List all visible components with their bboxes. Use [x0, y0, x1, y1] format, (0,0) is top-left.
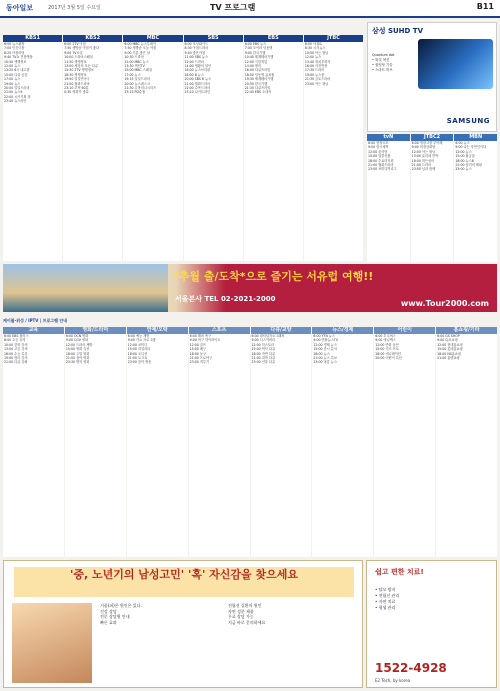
program-listing: 15:00 역사 다큐 — [251, 347, 276, 352]
channel-header: KBS1 — [3, 35, 62, 42]
program-listing: 12:00 극한직업 — [244, 59, 268, 64]
program-listing: 18:00 뉴스 — [313, 351, 330, 356]
program-listing: 8:30 시사뉴스 — [304, 46, 326, 51]
program-listing: 6:00 YTN 뉴스 — [313, 334, 335, 338]
health-ad-line: 무료 상담 가능 — [228, 614, 254, 619]
program-listing: 9:00 비정상회담 — [411, 145, 436, 150]
broadcast-schedule-grid — [3, 35, 363, 261]
program-listing: 12:00 MBC 뉴스 — [124, 59, 149, 64]
program-listing: 10:00 드라마스페셜 — [64, 55, 93, 60]
program-listing: 16:00 다큐프라임 — [244, 68, 271, 73]
clinic-company: E2 Tech, by korea — [375, 678, 411, 683]
program-listing: 12:00 만화 동산 — [375, 342, 399, 347]
program-listing: 18:00 자연 다큐 — [251, 351, 276, 356]
health-ad-col2 — [100, 603, 220, 683]
travel-phone: 서울본사 TEL 02-2021-2000 — [175, 295, 276, 303]
tv-image — [418, 39, 493, 89]
program-listing: 13:00 고등 강의 — [4, 347, 28, 352]
channel-column — [189, 327, 250, 557]
channel-header: 어린이 — [374, 327, 435, 334]
health-ad-line: 거품(퍼)은 원인은 있다. — [100, 603, 142, 608]
health-ad-line: 자연 성분 제품 — [228, 608, 254, 614]
channel-column — [63, 35, 122, 261]
samsung-ad-title: 삼성 SUHD TV — [372, 27, 423, 35]
program-listing: 23:10 추적 60분 — [64, 86, 89, 91]
program-listing: 21:00 뉴스9 — [4, 90, 23, 95]
clinic-ad[interactable] — [366, 560, 497, 688]
program-listing: 9:00 디스커버리 — [251, 338, 276, 343]
program-listing: 21:00 월화드라마 — [368, 163, 394, 168]
health-ad[interactable] — [3, 560, 363, 688]
travel-headline: *추월 출/도착*으로 즐기는 서유럽 여행!! — [173, 270, 374, 283]
health-ad-line: 지금 바로 문의하세요 — [228, 619, 266, 625]
program-listing: 9:00 애니맥스 — [375, 338, 396, 343]
program-listing: 7:00 모여라 딩동댕 — [244, 46, 273, 51]
program-listing: 9:00 가요 프로그램 — [127, 338, 156, 343]
travel-url[interactable]: www.Tour2000.com — [400, 299, 489, 308]
program-listing: 12:00 드라마 — [184, 59, 204, 64]
program-listing: 9:00 나는 자연인이다 — [455, 145, 487, 150]
channel-header: 홈쇼핑/기타 — [436, 327, 497, 334]
program-listing: 18:00 애니메이션 — [375, 351, 401, 356]
clinic-ad-line: • 전립선 관리 — [375, 593, 400, 598]
program-listing: 13:40 정치부회의 — [304, 59, 331, 64]
program-listing: 15:30 2TV 생생정보 — [64, 68, 94, 73]
program-listing: 6:00 모닝와이드 — [184, 42, 209, 46]
iptv-schedule-grid — [3, 327, 497, 557]
channel-column — [3, 35, 62, 261]
program-listing: 12:00 뉴스 — [304, 55, 322, 60]
program-listing: 22:00 수목드라마 — [184, 86, 211, 91]
program-listing: 20:50 한국기행 — [244, 81, 268, 86]
program-listing: 21:50 월화드라마 — [64, 81, 90, 86]
channel-header: MBC — [123, 35, 182, 42]
clinic-ad-line: • 평생 관리 — [375, 605, 396, 610]
section-title: TV 프로그램 — [210, 3, 256, 12]
program-listing: 22:00 시사기획 창 — [4, 94, 31, 99]
samsung-ad-text — [372, 53, 418, 73]
program-listing: 13:00 세상의 모든 다큐 — [64, 64, 98, 69]
program-listing: 14:00 생활의 달인 — [184, 64, 212, 69]
channel-header: JTBC — [304, 35, 363, 42]
program-listing: 20:00 일일드라마 — [4, 86, 30, 91]
channel-header: 교육 — [3, 327, 64, 334]
program-listing: 18:00 수요미식회 — [368, 158, 394, 163]
clinic-ad-line: • 탈모 방지 — [375, 587, 396, 592]
samsung-ad-line: • 퀀텀닷 기술 — [372, 63, 393, 67]
program-listing: 9:00 CGV 영화 — [65, 338, 89, 343]
program-listing: 10:30 드라마 — [124, 55, 144, 60]
program-listing: 19:30 세계테마기행 — [244, 77, 274, 82]
channel-column — [123, 35, 182, 261]
program-listing: 6:00 뉴스광장 — [4, 42, 25, 46]
program-listing: 9:00 한국기행 — [244, 50, 266, 55]
channel-column — [411, 134, 454, 262]
program-listing: 8:25 아침마당 — [4, 50, 25, 55]
program-listing: 20:00 어린이 특선 — [375, 356, 402, 361]
channel-header: tvN — [367, 134, 410, 141]
clinic-phone[interactable]: 1522-4928 — [375, 661, 447, 675]
program-listing: 18:00 주말 영화 — [65, 351, 90, 356]
program-listing: 18:30 생생정보 — [64, 72, 87, 77]
program-listing: 6:00 EBS 플러스 — [4, 334, 29, 338]
channel-header: SBS — [184, 35, 243, 42]
program-listing: 23:00 님과 함께 — [411, 167, 436, 172]
program-listing: 23:00 격투기 — [189, 360, 210, 365]
program-listing: 11:00 SBS 뉴스 — [184, 55, 209, 60]
program-listing: 15:00 알쓸신잡 — [368, 154, 391, 159]
program-listing: 6:00 투니버스 — [375, 334, 396, 338]
program-listing: 9:00 연합뉴스TV — [313, 338, 338, 343]
program-listing: 9:00 TV소설 — [64, 50, 83, 55]
program-listing: 21:00 월화드라마 — [184, 81, 211, 86]
program-listing: 18:00 8 뉴스 — [184, 72, 204, 77]
health-ad-col3 — [228, 603, 358, 683]
program-listing: 21:00 프로야구 — [189, 356, 213, 361]
program-listing: 6:00 2TV 아침 — [64, 42, 86, 46]
program-listing: 12:00 드라마 재방 — [65, 342, 93, 347]
program-listing: 21:00 엄지의 제왕 — [455, 163, 482, 168]
program-listing: 10:00 아는 형님 — [304, 50, 329, 55]
channel-column — [454, 134, 497, 262]
channel-column — [374, 327, 435, 557]
health-ad-line: 건강 상담 — [100, 608, 117, 614]
program-listing: 17:00 뉴스 — [124, 72, 141, 77]
clinic-ad-title: 쉽고 편한 치료! — [375, 568, 424, 576]
program-listing: 23:00 뉴스 — [455, 167, 472, 172]
program-listing: 6:00 예능 재방 — [127, 334, 150, 338]
program-listing: 7:50 생방송 오늘 아침 — [124, 46, 157, 51]
program-listing: 21:00 다큐 강좌 — [4, 360, 28, 365]
issue-date: 2017년 3월 5일 수요일 — [48, 5, 101, 11]
program-listing: 22:45 EBS 초대석 — [244, 90, 272, 95]
program-listing: 15:00 롯데홈쇼핑 — [437, 347, 463, 352]
program-listing: 12:00 뉴스 — [455, 149, 472, 154]
venice-photo — [3, 264, 168, 312]
health-ad-line: 전립선 질환의 원인 — [228, 603, 262, 608]
page-number: B11 — [476, 2, 494, 11]
program-listing: 15:00 효리네 민박 — [411, 154, 439, 159]
publication-name: 동아일보 — [6, 4, 34, 12]
program-listing: 23:10 나이트라인 — [184, 90, 211, 95]
program-listing: 21:30 금토드라마 — [304, 77, 331, 82]
samsung-logo: SAMSUNG — [446, 117, 490, 125]
program-listing: 17:30 드라마 — [304, 68, 325, 73]
program-listing: 6:00 해외 축구 — [189, 334, 212, 338]
program-listing: 0:30 영화가 좋다 — [64, 90, 89, 95]
program-listing: 13:20 6시 내고향 — [4, 68, 30, 73]
program-listing: 6:00 내셔널지오그래픽 — [251, 334, 285, 338]
program-listing: 16:00 수능 특강 — [4, 351, 28, 356]
program-listing: 9:00 삼시세끼 — [368, 145, 389, 150]
program-listing: 23:15 PD수첩 — [124, 90, 146, 95]
program-listing: 6:00 현장르포 — [368, 141, 389, 145]
program-listing: 10:50 생생정보 — [4, 59, 27, 64]
program-listing: 21:00 과학 다큐 — [251, 356, 276, 361]
program-listing: 19:00 뉴스 — [4, 81, 21, 86]
cable-schedule-grid — [367, 134, 497, 262]
program-listing: 13:30 섹션TV — [124, 64, 145, 69]
channel-column — [65, 327, 126, 557]
program-listing: 20:00 SBS 8 뉴스 — [184, 77, 212, 82]
program-listing: 18:00 히든싱어 — [411, 158, 435, 163]
program-listing: 19:00 뉴스룸 — [304, 72, 325, 77]
channel-column — [127, 327, 188, 557]
channel-column — [367, 134, 410, 262]
clinic-ad-list — [375, 587, 490, 611]
program-listing: 9:00 CJ오쇼핑 — [437, 338, 458, 343]
program-listing: 10:00 중학 강의 — [4, 342, 28, 347]
program-listing: 6:00 냉장고를 부탁해 — [411, 141, 443, 145]
samsung-ad-sub: Quantum dot — [372, 53, 395, 57]
program-listing: 21:00 뉴스 특보 — [313, 356, 337, 361]
iptv-section-bar: 케이블·위성 / IPTV | 프로그램 안내 — [3, 318, 68, 323]
program-listing: 6:00 MBC 뉴스투데이 — [124, 42, 157, 46]
program-listing: 15:00 황금알 — [455, 154, 475, 159]
channel-column — [436, 327, 497, 557]
program-listing: 9:00 야구 하이라이트 — [189, 338, 221, 343]
program-listing: 21:30 다큐프라임 — [244, 86, 271, 91]
program-listing: 9:40 좋은아침 — [184, 50, 206, 55]
program-listing: 15:00 배구 — [189, 347, 206, 352]
program-listing: 23:00 음악 방송 — [127, 360, 152, 365]
health-ad-line: 전문 상담원 안내 — [100, 614, 130, 619]
program-listing: 6:00 EBS 뉴스 — [244, 42, 267, 46]
program-listing: 23:30 명작 영화 — [65, 360, 90, 365]
program-listing: 8:30 아침드라마 — [184, 46, 209, 51]
travel-ad-banner[interactable] — [3, 264, 497, 312]
program-listing: 21:00 토크쇼 — [127, 356, 148, 361]
program-listing: 6:00 뉴스 — [455, 141, 470, 145]
health-ad-photo — [12, 603, 92, 683]
channel-header: 뉴스/경제 — [312, 327, 373, 334]
program-listing: 15:00 영화 특선 — [65, 347, 90, 352]
program-listing: 21:00 심야 영화 — [65, 356, 90, 361]
program-listing: 18:00 뉴스8 — [455, 158, 474, 163]
program-listing: 14:00 명의 — [244, 64, 262, 69]
program-listing: 18:00 NS홈쇼핑 — [437, 351, 461, 356]
program-listing: 19:15 일일드라마 — [124, 77, 150, 82]
program-listing: 12:00 아는 형님 — [411, 149, 436, 154]
health-ad-line: 빠른 효과 — [100, 619, 117, 625]
channel-header: MBN — [454, 134, 497, 141]
channel-header: JTBC2 — [411, 134, 454, 141]
program-listing: 21:00 홈앤쇼핑 — [437, 356, 460, 361]
program-listing: 6:00 아침& — [304, 42, 322, 46]
channel-header: EBS — [244, 35, 303, 42]
program-listing: 23:00 코미디빅리그 — [368, 167, 397, 172]
channel-column — [184, 35, 243, 261]
program-listing: 20:00 뉴스데스크 — [124, 81, 150, 86]
program-listing: 19:50 일일연속극 — [64, 77, 90, 82]
program-listing: 18:00 농구 — [189, 351, 206, 356]
channel-header: 다큐/교양 — [251, 327, 312, 334]
program-listing: 6:00 GS SHOP — [437, 334, 460, 338]
program-listing: 18:00 오디션 — [127, 351, 148, 356]
samsung-ad-line: • 화질 혁신 — [372, 58, 390, 62]
program-listing: 12:00 뉴스 — [4, 64, 21, 69]
health-ad-title: '중, 노년기의 남성고민' '혹' 자신감을 찾으세요 — [14, 567, 354, 597]
page-header — [0, 0, 500, 18]
channel-header: 영화/드라마 — [65, 327, 126, 334]
program-listing: 7:00 인간극장 — [4, 46, 25, 51]
program-listing: 12:00 히스토리 — [251, 342, 275, 347]
program-listing: 12:00 코미디 — [127, 342, 148, 347]
program-listing: 10:40 세계테마기행 — [244, 55, 274, 60]
program-listing: 12:00 경제 뉴스 — [313, 342, 337, 347]
program-listing: 9:40 TV쇼 진품명품 — [4, 55, 33, 60]
program-listing: 15:00 리얼리티 — [127, 347, 151, 352]
program-listing: 16:00 사건반장 — [304, 64, 328, 69]
channel-header: KBS2 — [63, 35, 122, 42]
program-listing: 12:00 윤식당 — [368, 149, 388, 154]
program-listing: 9:00 기분 좋은 날 — [124, 50, 150, 55]
program-listing: 15:00 MBC 스페셜 — [124, 68, 152, 73]
channel-header: 연예/오락 — [127, 327, 188, 334]
channel-header: 스포츠 — [189, 327, 250, 334]
channel-column — [312, 327, 373, 557]
channel-column — [3, 327, 64, 557]
program-listing: 19:00 영어 강의 — [4, 356, 28, 361]
program-listing: 12:00 골프 — [189, 342, 206, 347]
program-listing: 15:00 증시 분석 — [313, 347, 337, 352]
program-listing: 12:00 현대홈쇼핑 — [437, 342, 463, 347]
clinic-ad-line: • 자연 치료 — [375, 599, 396, 604]
program-listing: 15:00 다큐 공감 — [4, 72, 28, 77]
program-listing: 23:00 마감 뉴스 — [313, 360, 337, 365]
program-listing: 6:00 OCN 영화 — [65, 334, 89, 338]
program-listing: 7:50 생방송 아침이 좋다 — [64, 46, 100, 51]
program-listing: 18:00 딩동댕 유치원 — [244, 72, 275, 77]
channel-column — [304, 35, 363, 261]
program-listing: 8:00 초등 강의 — [4, 338, 26, 343]
program-listing: 21:00 드라마 — [411, 163, 432, 168]
program-listing: 17:00 뉴스 — [4, 77, 21, 82]
samsung-ad-line: • 스마트 허브 — [372, 68, 393, 72]
samsung-tv-ad[interactable] — [367, 22, 497, 132]
program-listing: 23:00 아는 형님 — [304, 81, 329, 86]
program-listing: 21:30 수목미니시리즈 — [124, 86, 157, 91]
program-listing: 23:00 인물 다큐 — [251, 360, 276, 365]
program-listing: 16:00 뉴스브리핑 — [184, 68, 211, 73]
channel-column — [244, 35, 303, 261]
program-listing: 23:40 뉴스라인 — [4, 99, 27, 104]
channel-column — [251, 327, 312, 557]
program-listing: 11:30 생생정보 — [64, 59, 87, 64]
program-listing: 15:00 키즈 프로 — [375, 347, 399, 352]
